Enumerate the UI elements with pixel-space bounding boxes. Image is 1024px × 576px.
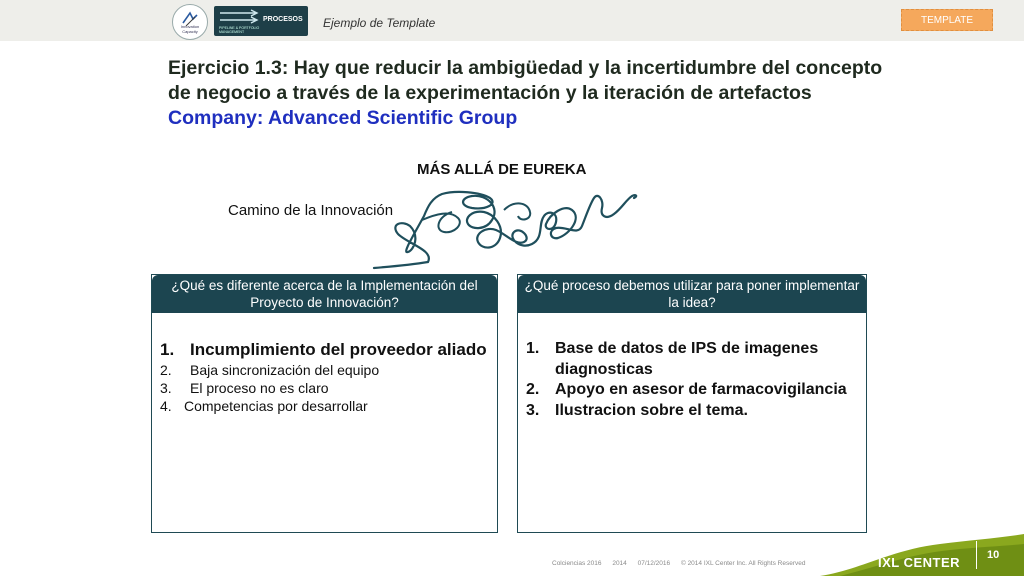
list-item-number: 4. bbox=[160, 398, 172, 414]
list-item-number: 2. bbox=[160, 362, 172, 378]
ixl-center-logo: IXL CENTER bbox=[878, 555, 961, 570]
title-line-2: de negocio a través de la experimentación y la iteración de artefactos bbox=[168, 82, 812, 104]
list-item-text: Ilustracion sobre el tema. bbox=[555, 401, 748, 419]
pipeline-arrows-icon bbox=[217, 8, 263, 28]
top-bar bbox=[0, 0, 1024, 41]
list-item bbox=[160, 361, 497, 379]
implementation-differences-panel bbox=[151, 274, 498, 533]
logo-caption: Innovation Capacity bbox=[180, 24, 200, 34]
page-title bbox=[168, 56, 928, 131]
innovation-path-squiggle-icon bbox=[368, 180, 640, 272]
footer-date: 07/12/2016 bbox=[637, 560, 671, 567]
list-item bbox=[160, 379, 497, 397]
innovation-capacity-logo bbox=[172, 4, 208, 40]
footer-copyright: © 2014 IXL Center Inc. All Rights Reserved bbox=[680, 560, 806, 567]
list-item bbox=[526, 401, 866, 422]
template-button[interactable]: TEMPLATE bbox=[901, 9, 993, 31]
left-panel-heading: ¿Qué es diferente acerca de la Implementación del Proyecto de Innovación? bbox=[152, 275, 497, 313]
right-panel-list bbox=[518, 313, 866, 421]
company-name: Company: Advanced Scientific Group bbox=[168, 107, 518, 129]
process-to-use-panel bbox=[517, 274, 867, 533]
title-line-1: Ejercicio 1.3: Hay que reducir la ambigüedad y la incertidumbre del concepto bbox=[168, 57, 883, 79]
list-item-number: 1. bbox=[526, 340, 540, 357]
list-item-text: El proceso no es claro bbox=[190, 380, 329, 396]
footer bbox=[552, 560, 814, 567]
list-item bbox=[526, 380, 866, 401]
list-item-number: 3. bbox=[526, 401, 540, 419]
list-item-text: Base de datos de IPS de imagenes diagnosticas bbox=[555, 340, 819, 378]
process-label: PROCESOS bbox=[263, 16, 303, 23]
right-panel-heading: ¿Qué proceso debemos utilizar para poner implementar la idea? bbox=[518, 275, 866, 313]
process-sublabel: PIPELINE & PORTFOLIO MANAGEMENT bbox=[219, 26, 260, 34]
footer-org: Colciencias 2016 bbox=[552, 560, 602, 567]
list-item-text: Apoyo en asesor de farmacovigilancia bbox=[555, 381, 847, 398]
list-item-text: Baja sincronización del equipo bbox=[190, 362, 380, 378]
section-subtitle: MÁS ALLÁ DE EUREKA bbox=[417, 161, 587, 178]
innovation-path-label: Camino de la Innovación bbox=[228, 202, 394, 219]
list-item-number: 1. bbox=[160, 340, 175, 359]
list-item-text: Incumplimiento del proveedor aliado bbox=[190, 340, 487, 359]
page-number-divider bbox=[976, 541, 977, 569]
list-item-number: 3. bbox=[160, 380, 172, 396]
left-panel-list bbox=[152, 313, 497, 415]
footer-year: 2014 bbox=[612, 560, 627, 567]
process-badge bbox=[214, 6, 308, 36]
template-example-label: Ejemplo de Template bbox=[323, 16, 436, 30]
list-item bbox=[160, 339, 497, 361]
page-number: 10 bbox=[987, 549, 1000, 561]
list-item-text: Competencias por desarrollar bbox=[184, 398, 368, 414]
list-item-number: 2. bbox=[526, 381, 540, 398]
list-item bbox=[160, 397, 497, 415]
list-item bbox=[526, 339, 866, 380]
